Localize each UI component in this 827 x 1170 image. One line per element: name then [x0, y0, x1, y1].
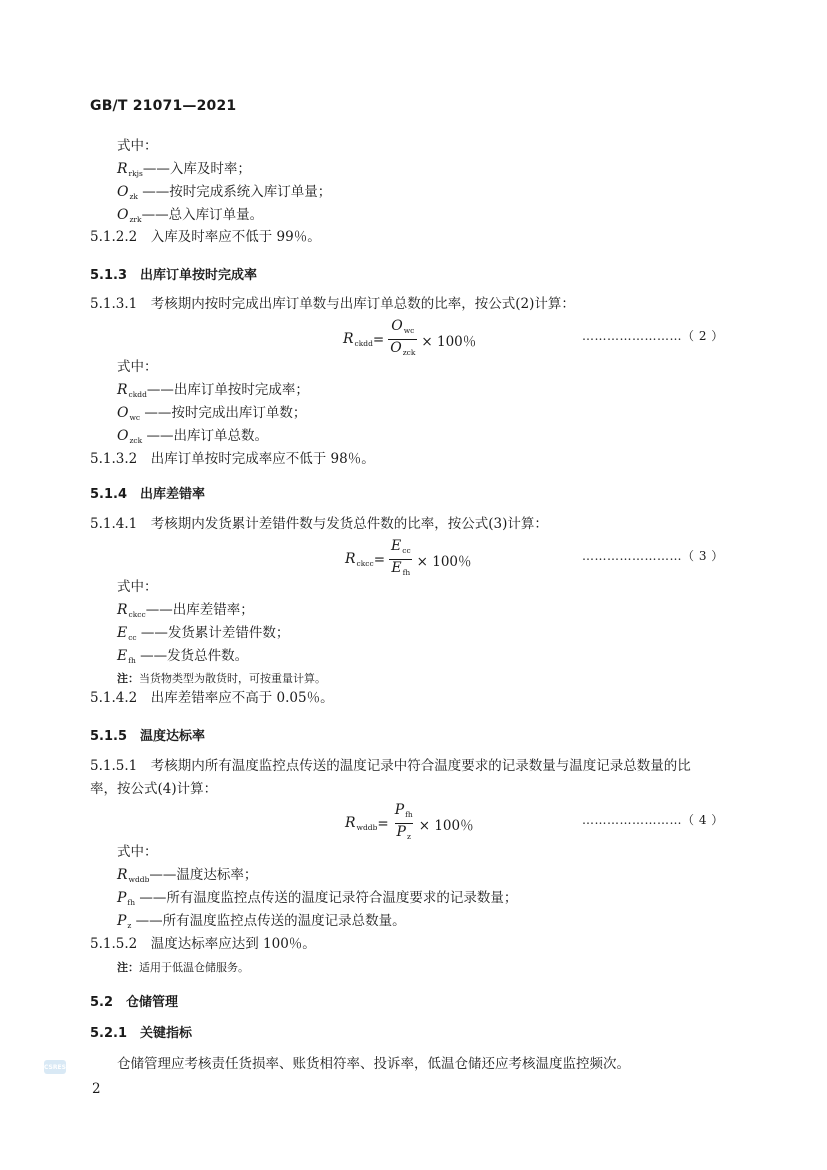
section-heading-5-1-4: 5.1.4 出库差错率	[90, 487, 206, 502]
clause-5-1-5-2: 5.1.5.2 温度达标率应达到 100％。	[90, 936, 316, 952]
page-number: 2	[92, 1081, 101, 1097]
clause-5-1-5-1: 5.1.5.1 考核期内所有温度监控点传送的温度记录中符合温度要求的记录数量与温度记录总数量的比	[90, 758, 691, 774]
equation-number-2: ……………………（ 2 ）	[582, 329, 724, 343]
where-label: 式中：	[117, 359, 158, 375]
standard-number: GB/T 21071—2021	[90, 98, 237, 114]
definition-item: $O_{wc}$ ——按时完成出库订单数；	[117, 405, 307, 422]
note: 注：适用于低温仓储服务。	[117, 961, 249, 974]
equation-number-3: ……………………（ 3 ）	[582, 549, 724, 563]
definition-item: $O_{zk}$ ——按时完成系统入库订单量；	[117, 184, 332, 201]
definition-item: $R_{ckcc}——$出库差错率；	[117, 602, 254, 619]
equation-number-4: ……………………（ 4 ）	[582, 813, 724, 827]
clause-5-2-1-text: 仓储管理应考核责任货损率、账货相符率、投诉率，低温仓储还应考核温度监控频次。	[117, 1056, 630, 1072]
where-label: 式中：	[117, 844, 158, 860]
clause-5-1-2-2: 5.1.2.2 入库及时率应不低于 99％。	[90, 229, 321, 245]
section-heading-5-2: 5.2 仓储管理	[90, 995, 179, 1010]
definition-item: $P_{fh}$ ——所有温度监控点传送的温度记录符合温度要求的记录数量；	[117, 890, 518, 907]
note: 注：当货物类型为散货时，可按重量计算。	[117, 672, 326, 685]
definition-item: $R_{wddb}——$温度达标率；	[117, 867, 258, 884]
definition-item: $E_{cc}$ ——发货累计差错件数；	[117, 625, 290, 642]
watermark-logo: CSRES	[44, 1060, 66, 1074]
clause-5-1-3-2: 5.1.3.2 出库订单按时完成率应不低于 98％。	[90, 451, 375, 467]
definition-item: $O_{zrk}——$总入库订单量。	[117, 207, 264, 224]
section-heading-5-1-3: 5.1.3 出库订单按时完成率	[90, 268, 258, 283]
clause-5-1-3-1: 5.1.3.1 考核期内按时完成出库订单数与出库订单总数的比率，按公式(2)计算：	[90, 296, 575, 312]
where-label: 式中：	[117, 138, 158, 154]
where-label: 式中：	[117, 579, 158, 595]
definition-item: $O_{zck}$ ——出库订单总数。	[117, 428, 268, 445]
section-heading-5-2-1: 5.2.1 关键指标	[90, 1026, 193, 1041]
definition-item: $R_{rkjs}——$入库及时率；	[117, 161, 251, 178]
formula-3: $R_{ckcc}$ = $\frac{E_{cc}}{E_{fh}}$ × 100％	[345, 538, 472, 581]
definition-item: $R_{ckdd}——$出库订单按时完成率；	[117, 382, 309, 399]
clause-5-1-4-1: 5.1.4.1 考核期内发货累计差错件数与发货总件数的比率，按公式(3)计算：	[90, 516, 548, 532]
formula-2: $R_{ckdd}$ = $\frac{O_{wc}}{O_{zck}}$ × 100％	[343, 318, 476, 361]
section-heading-5-1-5: 5.1.5 温度达标率	[90, 729, 206, 744]
definition-item: $E_{fh}$ ——发货总件数。	[117, 648, 249, 665]
formula-4: $R_{wddb}$ = $\frac{P_{fh}}{P_z}$ × 100％	[345, 802, 474, 845]
clause-5-1-4-2: 5.1.4.2 出库差错率应不高于 0.05％。	[90, 690, 334, 706]
definition-item: $P_z$ ——所有温度监控点传送的温度记录总数量。	[117, 913, 406, 930]
clause-5-1-5-1-cont: 率，按公式(4)计算：	[90, 781, 218, 797]
